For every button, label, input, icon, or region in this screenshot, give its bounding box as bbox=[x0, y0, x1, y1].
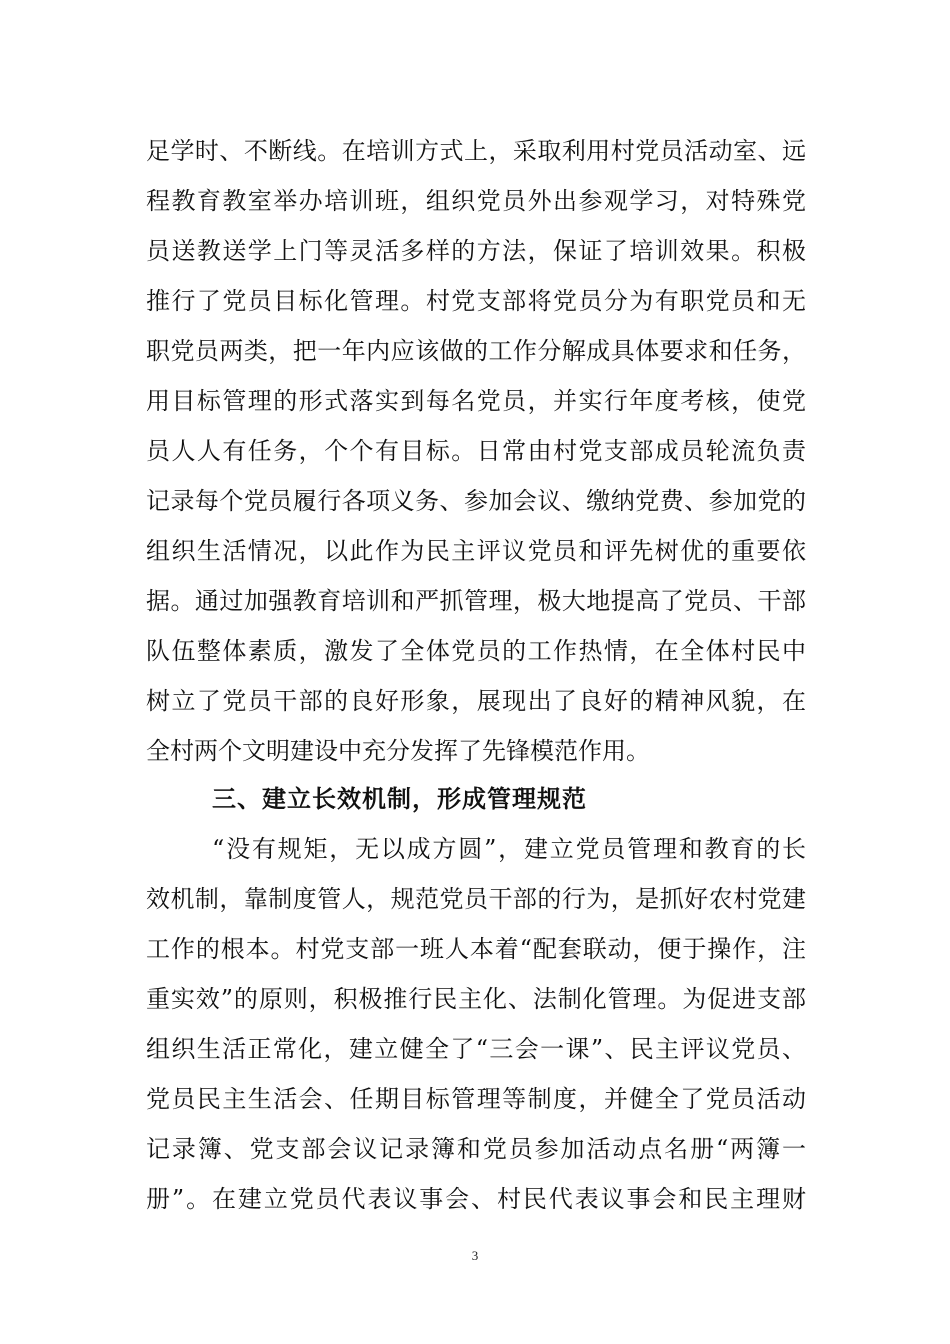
paragraph-line: 职党员两类，把一年内应该做的工作分解成具体要求和任务， bbox=[146, 337, 806, 365]
paragraph-line: 推行了党员目标化管理。村党支部将党员分为有职党员和无 bbox=[146, 287, 806, 315]
paragraph-line: 程教育教室举办培训班，组织党员外出参观学习，对特殊党 bbox=[146, 187, 806, 215]
paragraph-line: 重实效”的原则，积极推行民主化、法制化管理。为促进支部 bbox=[146, 985, 806, 1013]
paragraph-line: 记录簿、党支部会议记录簿和党员参加活动点名册“两簿一 bbox=[146, 1135, 806, 1163]
paragraph-line: 册”。在建立党员代表议事会、村民代表议事会和民主理财 bbox=[146, 1185, 806, 1213]
paragraph-line: 据。通过加强教育培训和严抓管理，极大地提高了党员、干部 bbox=[146, 587, 806, 615]
paragraph-line: 工作的根本。村党支部一班人本着“配套联动，便于操作，注 bbox=[146, 935, 806, 963]
paragraph-line: 树立了党员干部的良好形象，展现出了良好的精神风貌，在 bbox=[146, 687, 806, 715]
paragraph-line: 记录每个党员履行各项义务、参加会议、缴纳党费、参加党的 bbox=[146, 487, 806, 515]
page-number: 3 bbox=[471, 1248, 479, 1263]
paragraph-line: 党员民主生活会、任期目标管理等制度，并健全了党员活动 bbox=[146, 1085, 806, 1113]
paragraph-line: 效机制，靠制度管人，规范党员干部的行为，是抓好农村党建 bbox=[146, 885, 806, 913]
paragraph-line: 组织生活正常化，建立健全了“三会一课”、民主评议党员、 bbox=[146, 1035, 806, 1063]
paragraph-line: 组织生活情况，以此作为民主评议党员和评先树优的重要依 bbox=[146, 537, 806, 565]
paragraph-line: 员送教送学上门等灵活多样的方法，保证了培训效果。积极 bbox=[146, 237, 806, 265]
paragraph-line: 全村两个文明建设中充分发挥了先锋模范作用。 bbox=[146, 737, 650, 765]
paragraph-line: 足学时、不断线。在培训方式上，采取利用村党员活动室、远 bbox=[146, 137, 806, 165]
paragraph-line: 用目标管理的形式落实到每名党员，并实行年度考核，使党 bbox=[146, 387, 806, 415]
paragraph-line: 队伍整体素质，激发了全体党员的工作热情，在全体村民中 bbox=[146, 637, 806, 665]
section-heading: 三、建立长效机制，形成管理规范 bbox=[212, 785, 587, 813]
paragraph-line: 员人人有任务，个个有目标。日常由村党支部成员轮流负责 bbox=[146, 437, 806, 465]
paragraph-line: “没有规矩，无以成方圆”，建立党员管理和教育的长 bbox=[212, 835, 806, 863]
